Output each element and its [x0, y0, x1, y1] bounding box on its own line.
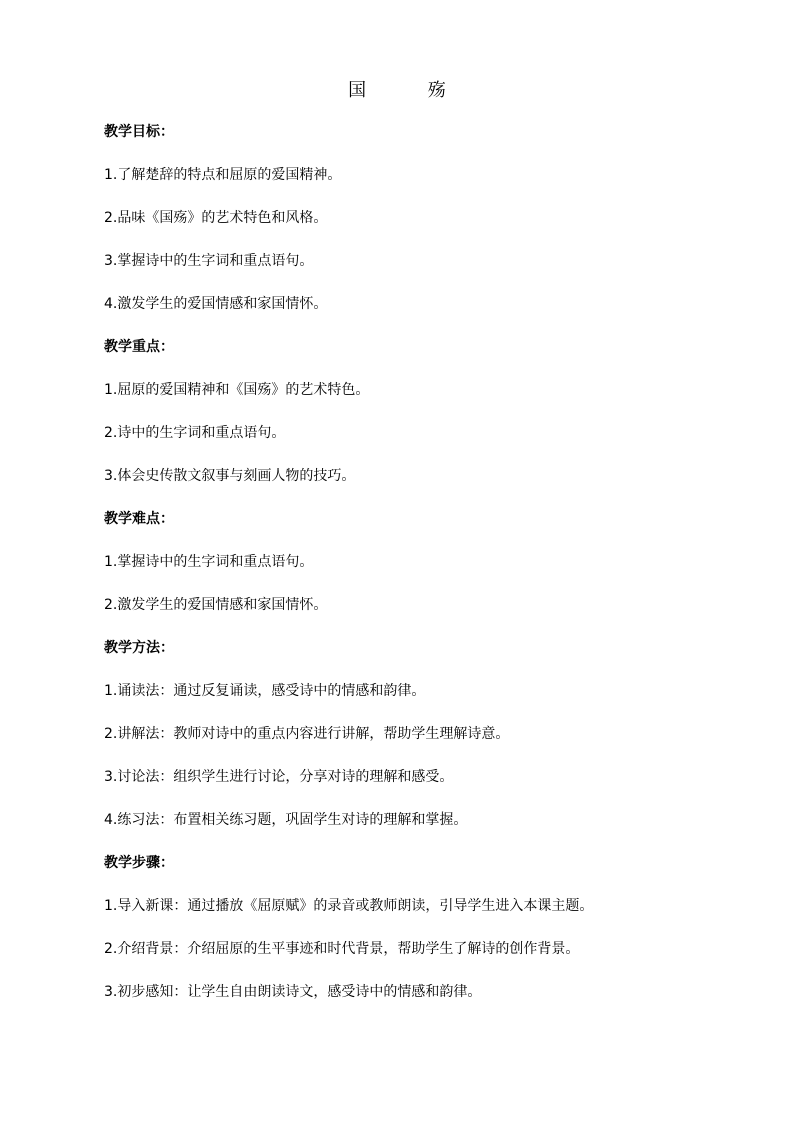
list-item: 3.体会史传散文叙事与刻画人物的技巧。 [104, 468, 356, 484]
list-item: 4.激发学生的爱国情感和家国情怀。 [104, 296, 328, 312]
list-item: 3.讨论法：组织学生进行讨论，分享对诗的理解和感受。 [104, 769, 454, 785]
list-item: 2.讲解法：教师对诗中的重点内容进行讲解，帮助学生理解诗意。 [104, 726, 510, 742]
section-heading: 教学方法： [104, 640, 174, 656]
list-item: 1.导入新课：通过播放《屈原赋》的录音或教师朗读，引导学生进入本课主题。 [104, 898, 594, 914]
document-title: 国 殇 [348, 80, 474, 101]
section-heading: 教学难点： [104, 511, 174, 527]
section-methods [104, 638, 694, 853]
list-item: 4.练习法：布置相关练习题，巩固学生对诗的理解和掌握。 [104, 812, 468, 828]
document-body [104, 122, 694, 1025]
list-item: 1.了解楚辞的特点和屈原的爱国精神。 [104, 167, 342, 183]
list-item: 2.诗中的生字词和重点语句。 [104, 425, 286, 441]
list-item: 3.掌握诗中的生字词和重点语句。 [104, 253, 314, 269]
list-item: 2.介绍背景：介绍屈原的生平事迹和时代背景，帮助学生了解诗的创作背景。 [104, 941, 580, 957]
list-item: 1.掌握诗中的生字词和重点语句。 [104, 554, 314, 570]
section-objectives [104, 122, 694, 337]
list-item: 1.屈原的爱国精神和《国殇》的艺术特色。 [104, 382, 370, 398]
list-item: 2.品味《国殇》的艺术特色和风格。 [104, 210, 328, 226]
section-heading: 教学步骤： [104, 855, 174, 871]
list-item: 1.诵读法：通过反复诵读，感受诗中的情感和韵律。 [104, 683, 426, 699]
section-difficulties [104, 509, 694, 638]
list-item: 3.初步感知：让学生自由朗读诗文，感受诗中的情感和韵律。 [104, 984, 482, 1000]
list-item: 2.激发学生的爱国情感和家国情怀。 [104, 597, 328, 613]
section-steps [104, 853, 694, 1025]
section-heading: 教学目标： [104, 124, 174, 140]
section-key-points [104, 337, 694, 509]
section-heading: 教学重点： [104, 339, 174, 355]
